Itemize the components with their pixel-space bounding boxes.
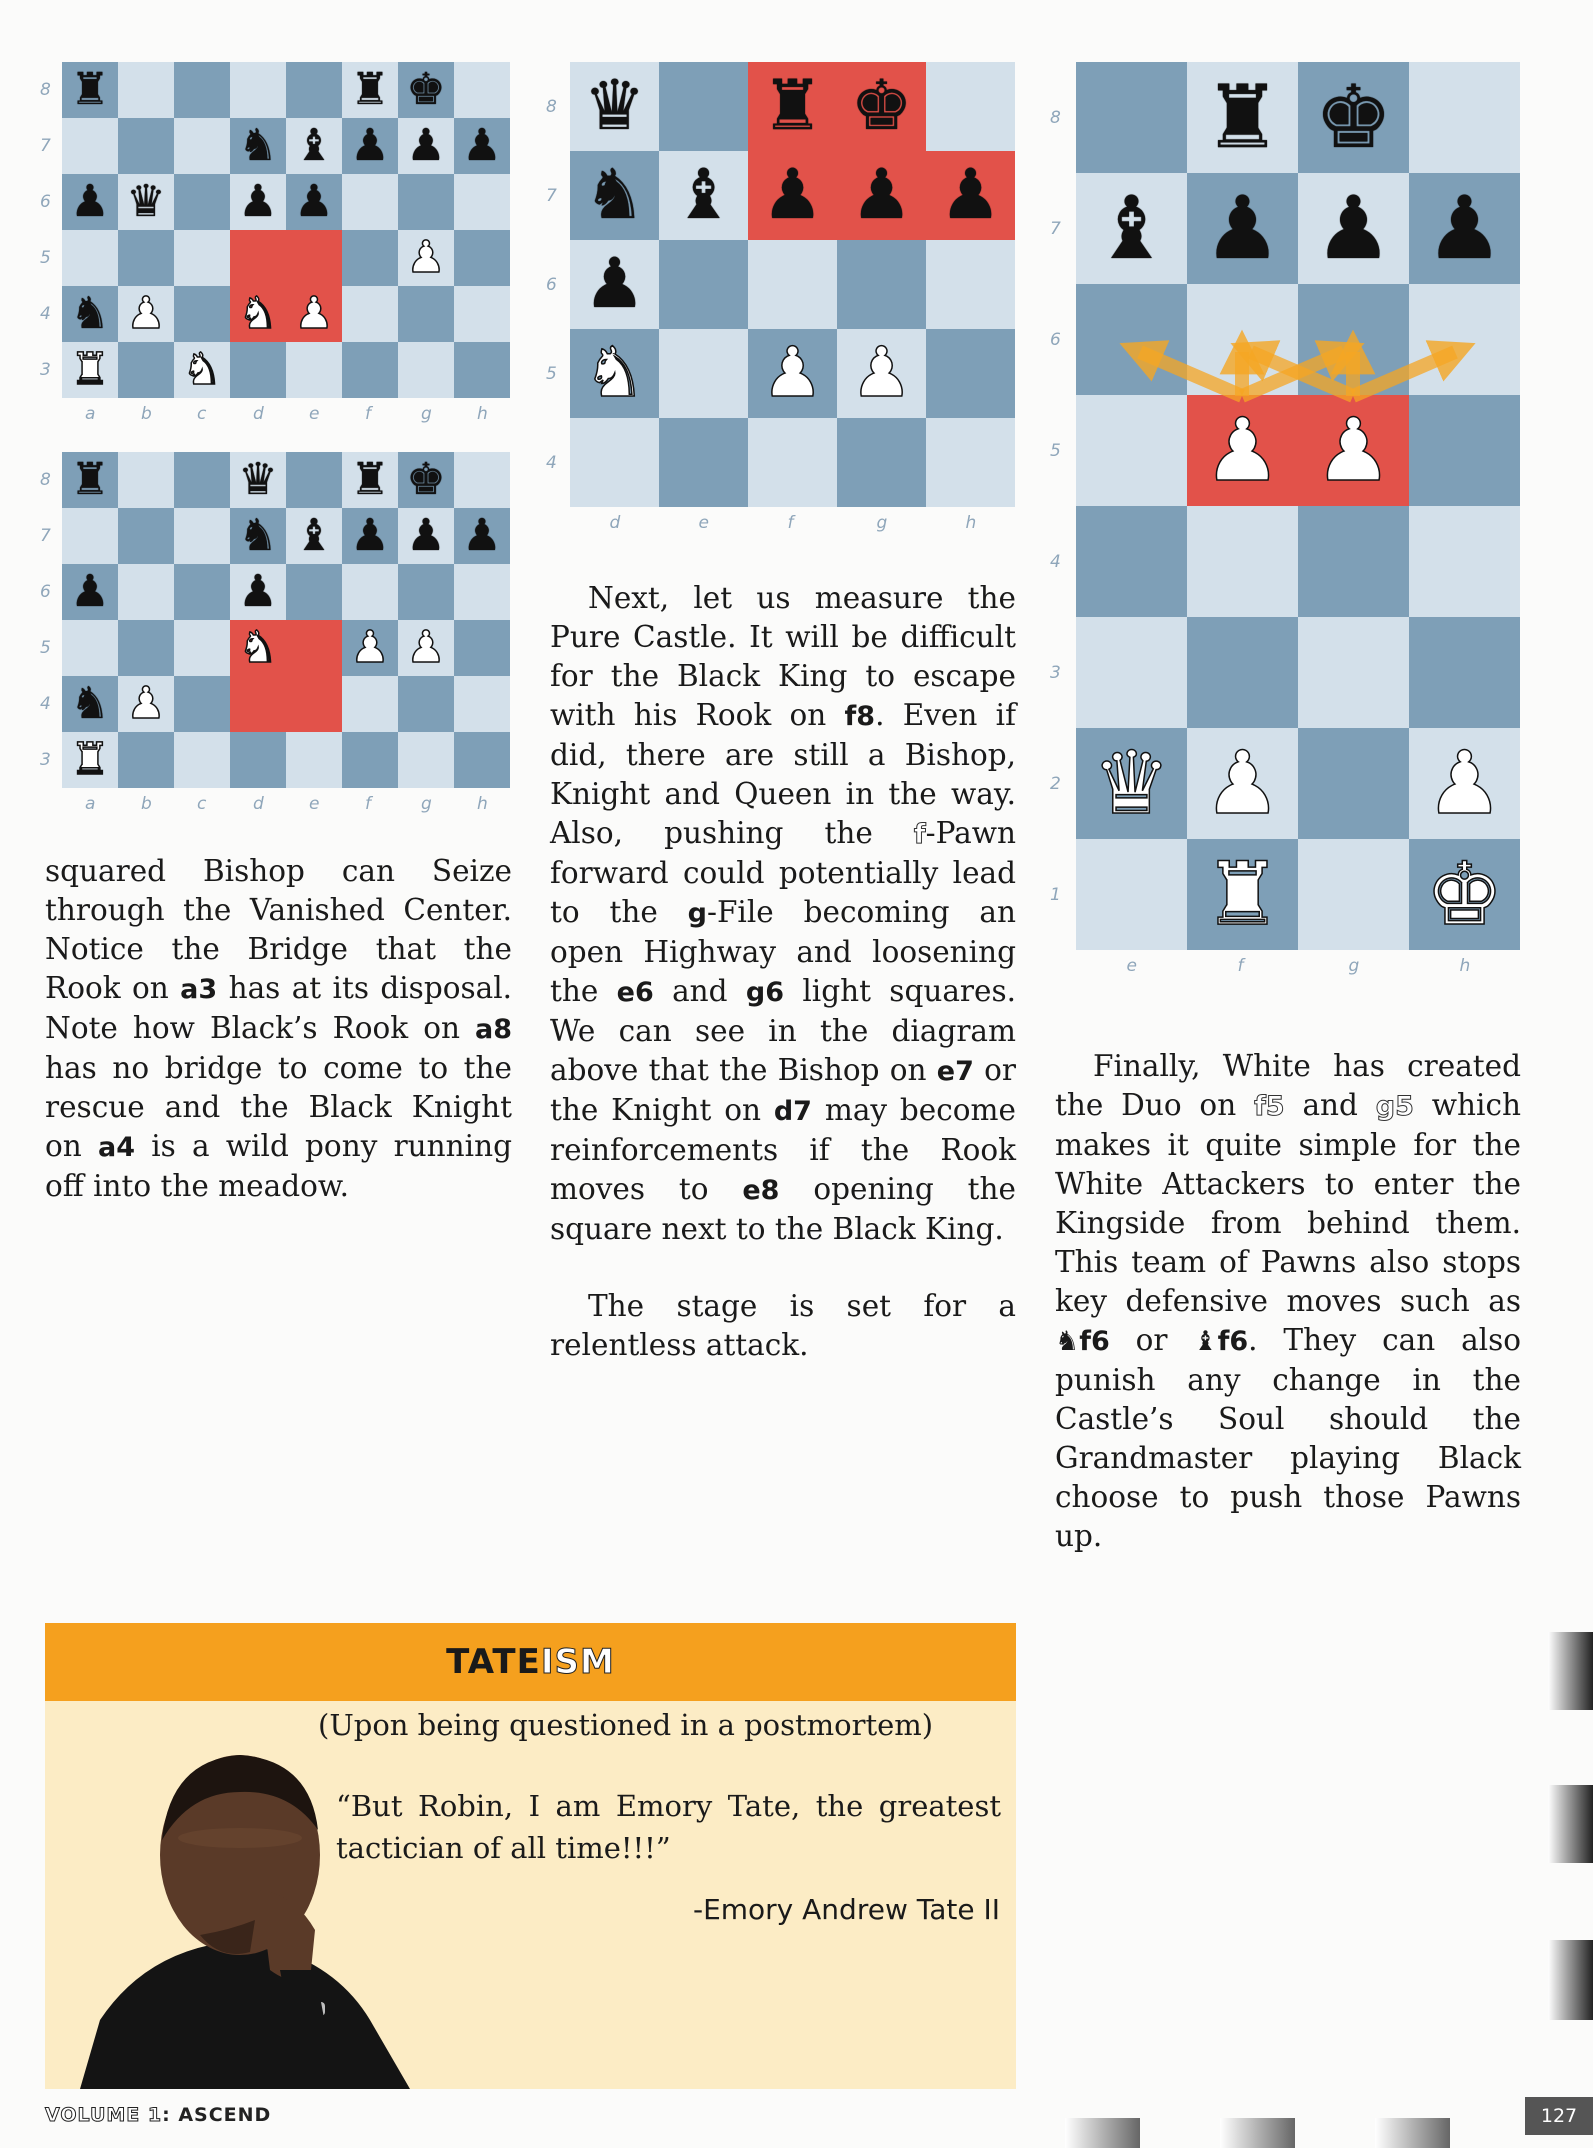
square-b3 [118,342,174,398]
white-rook-icon: ♜ [70,344,110,395]
white-pawn-icon: ♟ [1425,732,1504,834]
square-b4 [118,676,174,732]
black-queen-icon: ♛ [583,66,646,146]
file-label: f [787,513,794,533]
rank-label: 4 [546,452,557,473]
square-h6 [926,240,1015,329]
square-b7 [118,118,174,174]
rank-label: 3 [40,750,51,770]
black-king-icon: ♚ [1314,66,1393,168]
square-e6 [286,564,342,620]
square-e3 [286,342,342,398]
square-e5 [286,230,342,286]
square-g4 [398,286,454,342]
white-pawn-icon: ♟ [1203,732,1282,834]
square-c7 [174,118,230,174]
black-pawn-icon: ♟ [70,566,110,617]
square-d3 [230,732,286,788]
square-f7 [748,151,837,240]
square-e4 [286,286,342,342]
square-b8 [118,452,174,508]
square-h3 [454,342,510,398]
square-h5 [454,230,510,286]
square-g8 [398,452,454,508]
file-label: h [477,404,488,424]
file-label: e [309,794,320,814]
square-h6 [454,174,510,230]
square-c4 [174,286,230,342]
square-f4 [342,676,398,732]
black-pawn-icon: ♟ [462,120,502,171]
rank-label: 6 [40,582,51,602]
black-bishop-icon: ♝ [294,510,334,561]
white-rook-icon: ♜ [1203,843,1282,945]
rank-label: 4 [40,304,51,324]
rank-label: 6 [1050,329,1061,350]
square-f5 [342,620,398,676]
black-pawn-icon: ♟ [1425,177,1504,279]
black-pawn-icon: ♟ [406,510,446,561]
square-e3 [286,732,342,788]
black-rook-icon: ♜ [1203,66,1282,168]
square-d7 [570,151,659,240]
thumb-tab [1548,1940,1593,2020]
rank-label: 4 [1050,551,1061,572]
square-d8 [230,452,286,508]
square-b4 [118,286,174,342]
square-e8 [286,62,342,118]
square-c7 [174,508,230,564]
black-pawn-icon: ♟ [462,510,502,561]
square-f4 [342,286,398,342]
column-2-text: Next, let us measure the Pure Castle. It will be difficult for the Black King to escape with his Rook on f8. Even if did, there are still a Bishop, Knight and Queen in the way. Also, pushing the f-Pawn forward could potentially lead to the g-File becoming an open Highway and loosening the e6 and g6 light squares. We can see in the diagram above that the Bishop on e7 or the Knight on d7 may become reinforcements if the Rook moves to e8 opening the square next to the Black King. The stage is set for a relentless attack. [550,581,1016,1362]
square-a8 [62,452,118,508]
square-a4 [62,676,118,732]
square-e7 [286,118,342,174]
black-pawn-icon: ♟ [238,566,278,617]
white-knight-icon: ♞ [238,288,278,339]
square-f5 [342,230,398,286]
portrait-photo [80,1720,460,2089]
chess-diagram-1 [40,62,510,424]
rank-label: 5 [546,363,557,384]
square-d5 [230,230,286,286]
black-bishop-icon: ♝ [1092,177,1171,279]
black-bishop-icon: ♝ [672,155,735,235]
square-g6 [398,174,454,230]
square-f8 [748,62,837,151]
square-d7 [230,508,286,564]
square-e7 [659,151,748,240]
square-f3 [342,342,398,398]
black-pawn-icon: ♟ [939,155,1002,235]
column-3-text: Finally, White has created the Duo on f5 and g5 which makes it quite simple for the White Attackers to enter the Kingside from behind them. This team of Pawns also stops key defensive moves such as ♞f6 or ♝f6. They can also punish any change in the Castle’s Soul should the Grandmaster playing Black choose to push those Pawns up. [1055,1049,1521,1553]
square-g6 [398,564,454,620]
square-h4 [454,286,510,342]
square-a7 [62,118,118,174]
thumb-tab [1548,1785,1593,1863]
white-pawn-icon: ♟ [294,288,334,339]
rank-label: 5 [1050,440,1061,461]
black-pawn-icon: ♟ [406,120,446,171]
square-g7 [837,151,926,240]
file-label: f [365,404,371,424]
square-c3 [174,732,230,788]
tateism-title: TATEISM [446,1642,615,1682]
white-king-icon: ♚ [1425,843,1504,945]
square-a3 [62,732,118,788]
file-label: b [141,404,152,424]
square-h6 [454,564,510,620]
square-a6 [62,174,118,230]
black-pawn-icon: ♟ [350,120,390,171]
square-g8 [398,62,454,118]
square-h3 [454,732,510,788]
black-pawn-icon: ♟ [1203,177,1282,279]
file-label: g [1348,956,1360,976]
square-f6 [748,240,837,329]
square-g8 [837,62,926,151]
file-label: a [85,404,96,424]
rank-label: 7 [40,526,51,546]
rank-label: 8 [40,470,51,490]
square-c5 [174,620,230,676]
chess-diagram-2 [40,452,510,814]
bottom-tab [1065,2118,1140,2148]
square-f3 [342,732,398,788]
column-1-text: squared Bishop can Seize through the Vanished Center. Notice the Bridge that the Rook on a3 has at its disposal. Note how Black’s Rook on a8 has no bridge to come to the rescue and the Black Knight on a4 is a wild pony running off into the meadow. [45,854,513,1203]
square-h8 [454,452,510,508]
square-f6 [342,174,398,230]
square-f6 [342,564,398,620]
black-king-icon: ♚ [406,454,446,505]
square-h7 [454,118,510,174]
tateism-quote: “But Robin, I am Emory Tate, the greatest tactician of all time!!!” [336,1789,1001,1865]
white-pawn-icon: ♟ [126,288,166,339]
square-h4 [926,418,1015,507]
file-label: b [141,794,152,814]
square-f8 [342,452,398,508]
square-d5 [570,329,659,418]
square-d3 [230,342,286,398]
square-c8 [174,62,230,118]
file-label: c [197,404,207,424]
square-c6 [174,564,230,620]
file-label: e [1126,956,1137,976]
file-label: f [365,794,371,814]
square-d4 [230,676,286,732]
square-b5 [118,230,174,286]
black-pawn-icon: ♟ [761,155,824,235]
square-a4 [62,286,118,342]
square-f7 [342,508,398,564]
black-pawn-icon: ♟ [70,176,110,227]
black-rook-icon: ♜ [761,66,824,146]
square-g3 [398,342,454,398]
black-pawn-icon: ♟ [350,510,390,561]
square-e4 [659,418,748,507]
square-h8 [926,62,1015,151]
square-e5 [286,620,342,676]
rank-label: 7 [546,185,557,206]
white-pawn-icon: ♟ [1203,399,1282,501]
square-c6 [174,174,230,230]
black-rook-icon: ♜ [350,64,390,115]
square-h4 [454,676,510,732]
black-pawn-icon: ♟ [294,176,334,227]
square-b3 [118,732,174,788]
square-h5 [926,329,1015,418]
rank-label: 5 [40,248,51,268]
square-d6 [230,564,286,620]
square-g5 [398,230,454,286]
white-knight-icon: ♞ [238,622,278,673]
file-label: a [85,794,96,814]
black-knight-icon: ♞ [238,120,278,171]
square-e8 [286,452,342,508]
rank-label: 7 [1050,218,1061,239]
square-d6 [570,240,659,329]
file-label: g [876,513,888,533]
white-knight-icon: ♞ [583,333,646,413]
square-g4 [837,418,926,507]
square-a7 [62,508,118,564]
rank-label: 7 [40,136,51,156]
white-pawn-icon: ♟ [406,622,446,673]
rank-label: 3 [1050,662,1061,683]
square-g6 [837,240,926,329]
rank-label: 1 [1050,884,1061,905]
square-f5 [748,329,837,418]
white-pawn-icon: ♟ [850,333,913,413]
black-pawn-icon: ♟ [850,155,913,235]
rank-label: 6 [546,274,557,295]
square-b8 [118,62,174,118]
square-f4 [748,418,837,507]
square-e6 [286,174,342,230]
rank-label: 5 [40,638,51,658]
black-knight-icon: ♞ [70,288,110,339]
file-label: d [253,794,264,814]
black-king-icon: ♚ [850,66,913,146]
black-pawn-icon: ♟ [1314,177,1393,279]
square-d7 [230,118,286,174]
file-label: e [309,404,320,424]
black-pawn-icon: ♟ [583,244,646,324]
square-a6 [62,564,118,620]
file-label: h [477,794,488,814]
square-g7 [398,508,454,564]
square-a5 [62,230,118,286]
black-queen-icon: ♛ [238,454,278,505]
square-g3 [398,732,454,788]
thumb-tab [1548,1632,1593,1710]
square-c5 [174,230,230,286]
square-a5 [62,620,118,676]
square-e7 [286,508,342,564]
tateism-banner [45,1623,1016,1701]
square-f7 [342,118,398,174]
square-h8 [454,62,510,118]
file-label: f [1237,956,1244,976]
square-e6 [659,240,748,329]
bottom-tab [1375,2118,1450,2148]
white-knight-icon: ♞ [182,344,222,395]
file-label: g [421,794,432,814]
rank-label: 3 [40,360,51,380]
white-pawn-icon: ♟ [406,232,446,283]
square-b6 [118,174,174,230]
square-h5 [454,620,510,676]
square-a3 [62,342,118,398]
footer-volume: VOLUME 1: ASCEND [45,2104,272,2126]
rank-label: 8 [546,96,557,117]
white-pawn-icon: ♟ [761,333,824,413]
black-rook-icon: ♜ [70,454,110,505]
square-c8 [174,452,230,508]
white-pawn-icon: ♟ [350,622,390,673]
square-e4 [286,676,342,732]
square-d6 [230,174,286,230]
rank-label: 4 [40,694,51,714]
file-label: e [698,513,709,533]
rank-label: 2 [1050,773,1061,794]
black-knight-icon: ♞ [70,678,110,729]
rank-label: 6 [40,192,51,212]
black-king-icon: ♚ [406,64,446,115]
white-queen-icon: ♛ [1092,732,1171,834]
file-label: g [421,404,432,424]
file-label: h [1459,956,1471,976]
page-number: 127 [1525,2097,1593,2135]
black-rook-icon: ♜ [70,64,110,115]
square-h7 [454,508,510,564]
square-d8 [570,62,659,151]
square-d4 [230,286,286,342]
rank-label: 8 [1050,107,1061,128]
square-h7 [926,151,1015,240]
square-f8 [342,62,398,118]
square-g5 [837,329,926,418]
square-d8 [230,62,286,118]
file-label: d [253,404,264,424]
black-bishop-icon: ♝ [294,120,334,171]
file-label: d [609,513,621,533]
black-knight-icon: ♞ [583,155,646,235]
black-knight-icon: ♞ [238,510,278,561]
chess-diagram-3 [546,62,1015,533]
attack-arrows [1076,62,1520,952]
rank-label: 8 [40,80,51,100]
square-d5 [230,620,286,676]
black-pawn-icon: ♟ [238,176,278,227]
white-pawn-icon: ♟ [1314,399,1393,501]
bottom-tab [1220,2118,1295,2148]
square-c4 [174,676,230,732]
square-d4 [570,418,659,507]
square-e5 [659,329,748,418]
square-b7 [118,508,174,564]
tateism-context: (Upon being questioned in a postmortem) [318,1708,934,1742]
white-rook-icon: ♜ [70,734,110,785]
black-queen-icon: ♛ [126,176,166,227]
square-b5 [118,620,174,676]
square-g4 [398,676,454,732]
square-c3 [174,342,230,398]
square-g5 [398,620,454,676]
tateism-attribution: -Emory Andrew Tate II [692,1893,1000,1926]
file-label: h [965,513,977,533]
square-a8 [62,62,118,118]
black-rook-icon: ♜ [350,454,390,505]
file-label: c [197,794,207,814]
square-b6 [118,564,174,620]
square-g7 [398,118,454,174]
white-pawn-icon: ♟ [126,678,166,729]
square-e8 [659,62,748,151]
